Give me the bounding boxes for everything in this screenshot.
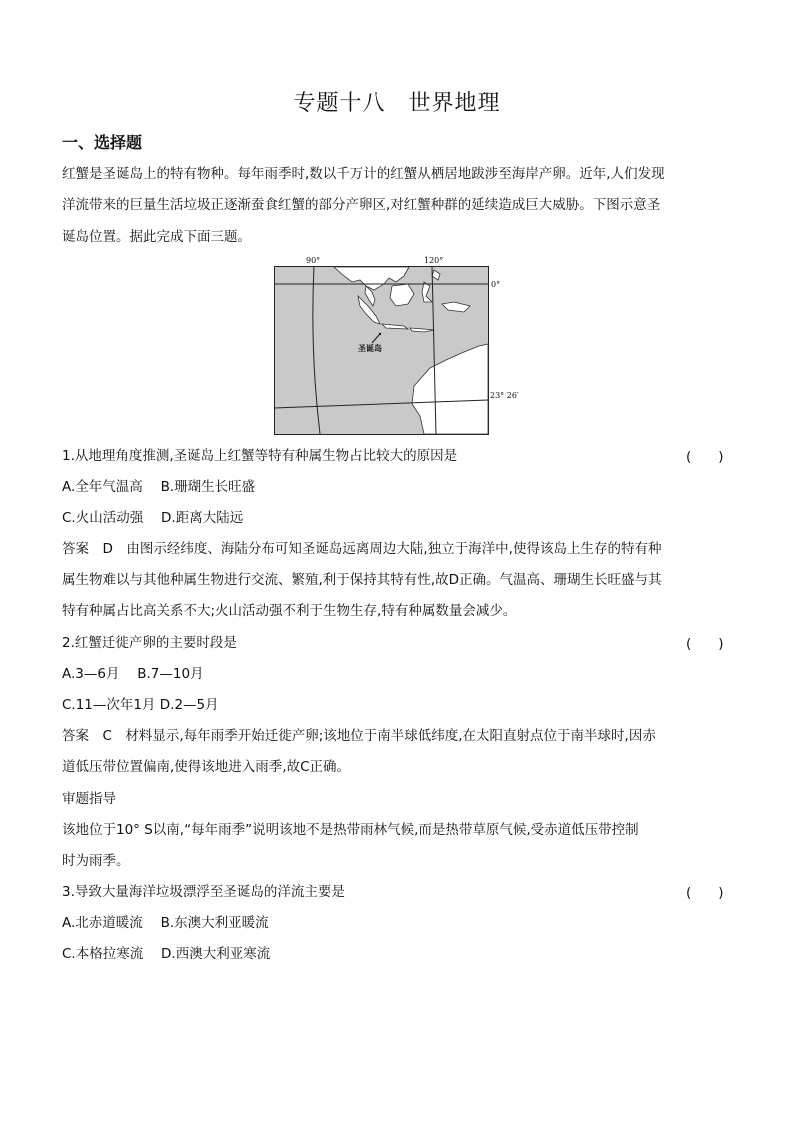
q1-answer-line-1: 答案 D 由图示经纬度、海陆分布可知圣诞岛远离周边大陆,独立于海洋中,使得该岛上生存的特有种 [62, 541, 662, 557]
intro-line-3: 诞岛位置。据此完成下面三题。 [62, 229, 251, 245]
q2-guide-title: 审题指导 [62, 791, 116, 807]
q3-stem: 3.导致大量海洋垃圾漂浮至圣诞岛的洋流主要是 [62, 884, 345, 900]
section-heading: 一、选择题 [62, 133, 143, 152]
q2-options-cd: C.11—次年1月 D.2—5月 [62, 697, 219, 713]
island-label: 圣诞岛 [358, 344, 382, 353]
page-title: 专题十八 世界地理 [293, 91, 501, 116]
q3-options-ab: A.北赤道暖流 B.东澳大利亚暖流 [62, 915, 269, 931]
q2-answer-blank: ( ) [686, 636, 724, 652]
q1-stem: 1.从地理角度推测,圣诞岛上红蟹等特有种属生物占比较大的原因是 [62, 448, 458, 464]
lat-label-equator: 0° [491, 280, 501, 289]
lon-label-120: 120° [424, 256, 444, 265]
christmas-island-dot [379, 333, 381, 335]
intro-line-2: 洋流带来的巨量生活垃圾正逐渐蚕食红蟹的部分产卵区,对红蟹种群的延续造成巨大威胁。下图示意圣 [62, 197, 661, 213]
q2-guide-line-1: 该地位于10° S以南,“每年雨季”说明该地不是热带雨林气候,而是热带草原气候,受赤道低压带控制 [62, 822, 639, 838]
intro-line-1: 红蟹是圣诞岛上的特有物种。每年雨季时,数以千万计的红蟹从栖居地跋涉至海岸产卵。近年,人们发现 [62, 166, 665, 182]
q1-options-ab: A.全年气温高 B.珊瑚生长旺盛 [62, 479, 256, 495]
q1-options-cd: C.火山活动强 D.距离大陆远 [62, 510, 244, 526]
q2-answer-line-2: 道低压带位置偏南,使得该地进入雨季,故C正确。 [62, 759, 351, 775]
q2-answer-line-1: 答案 C 材料显示,每年雨季开始迁徙产卵;该地位于南半球低纬度,在太阳直射点位于南半球时,因赤 [62, 728, 656, 744]
q1-answer-blank: ( ) [686, 449, 724, 465]
q3-options-cd: C.本格拉寒流 D.西澳大利亚寒流 [62, 946, 271, 962]
q2-options-ab: A.3—6月 B.7—10月 [62, 666, 204, 682]
q2-stem: 2.红蟹迁徙产卵的主要时段是 [62, 635, 237, 651]
q2-guide-line-2: 时为雨季。 [62, 853, 130, 869]
q3-answer-blank: ( ) [686, 885, 724, 901]
q1-answer-line-2: 属生物难以与其他种属生物进行交流、繁殖,利于保持其特有性,故D正确。气温高、珊瑚生长旺盛与其 [62, 572, 662, 588]
christmas-island-map [274, 256, 519, 436]
lat-label-tropic: 23° 26′ [490, 391, 519, 400]
lon-label-90: 90° [306, 256, 321, 265]
q1-answer-line-3: 特有种属占比高关系不大;火山活动强不利于生物生存,特有种属数量会减少。 [62, 603, 517, 619]
